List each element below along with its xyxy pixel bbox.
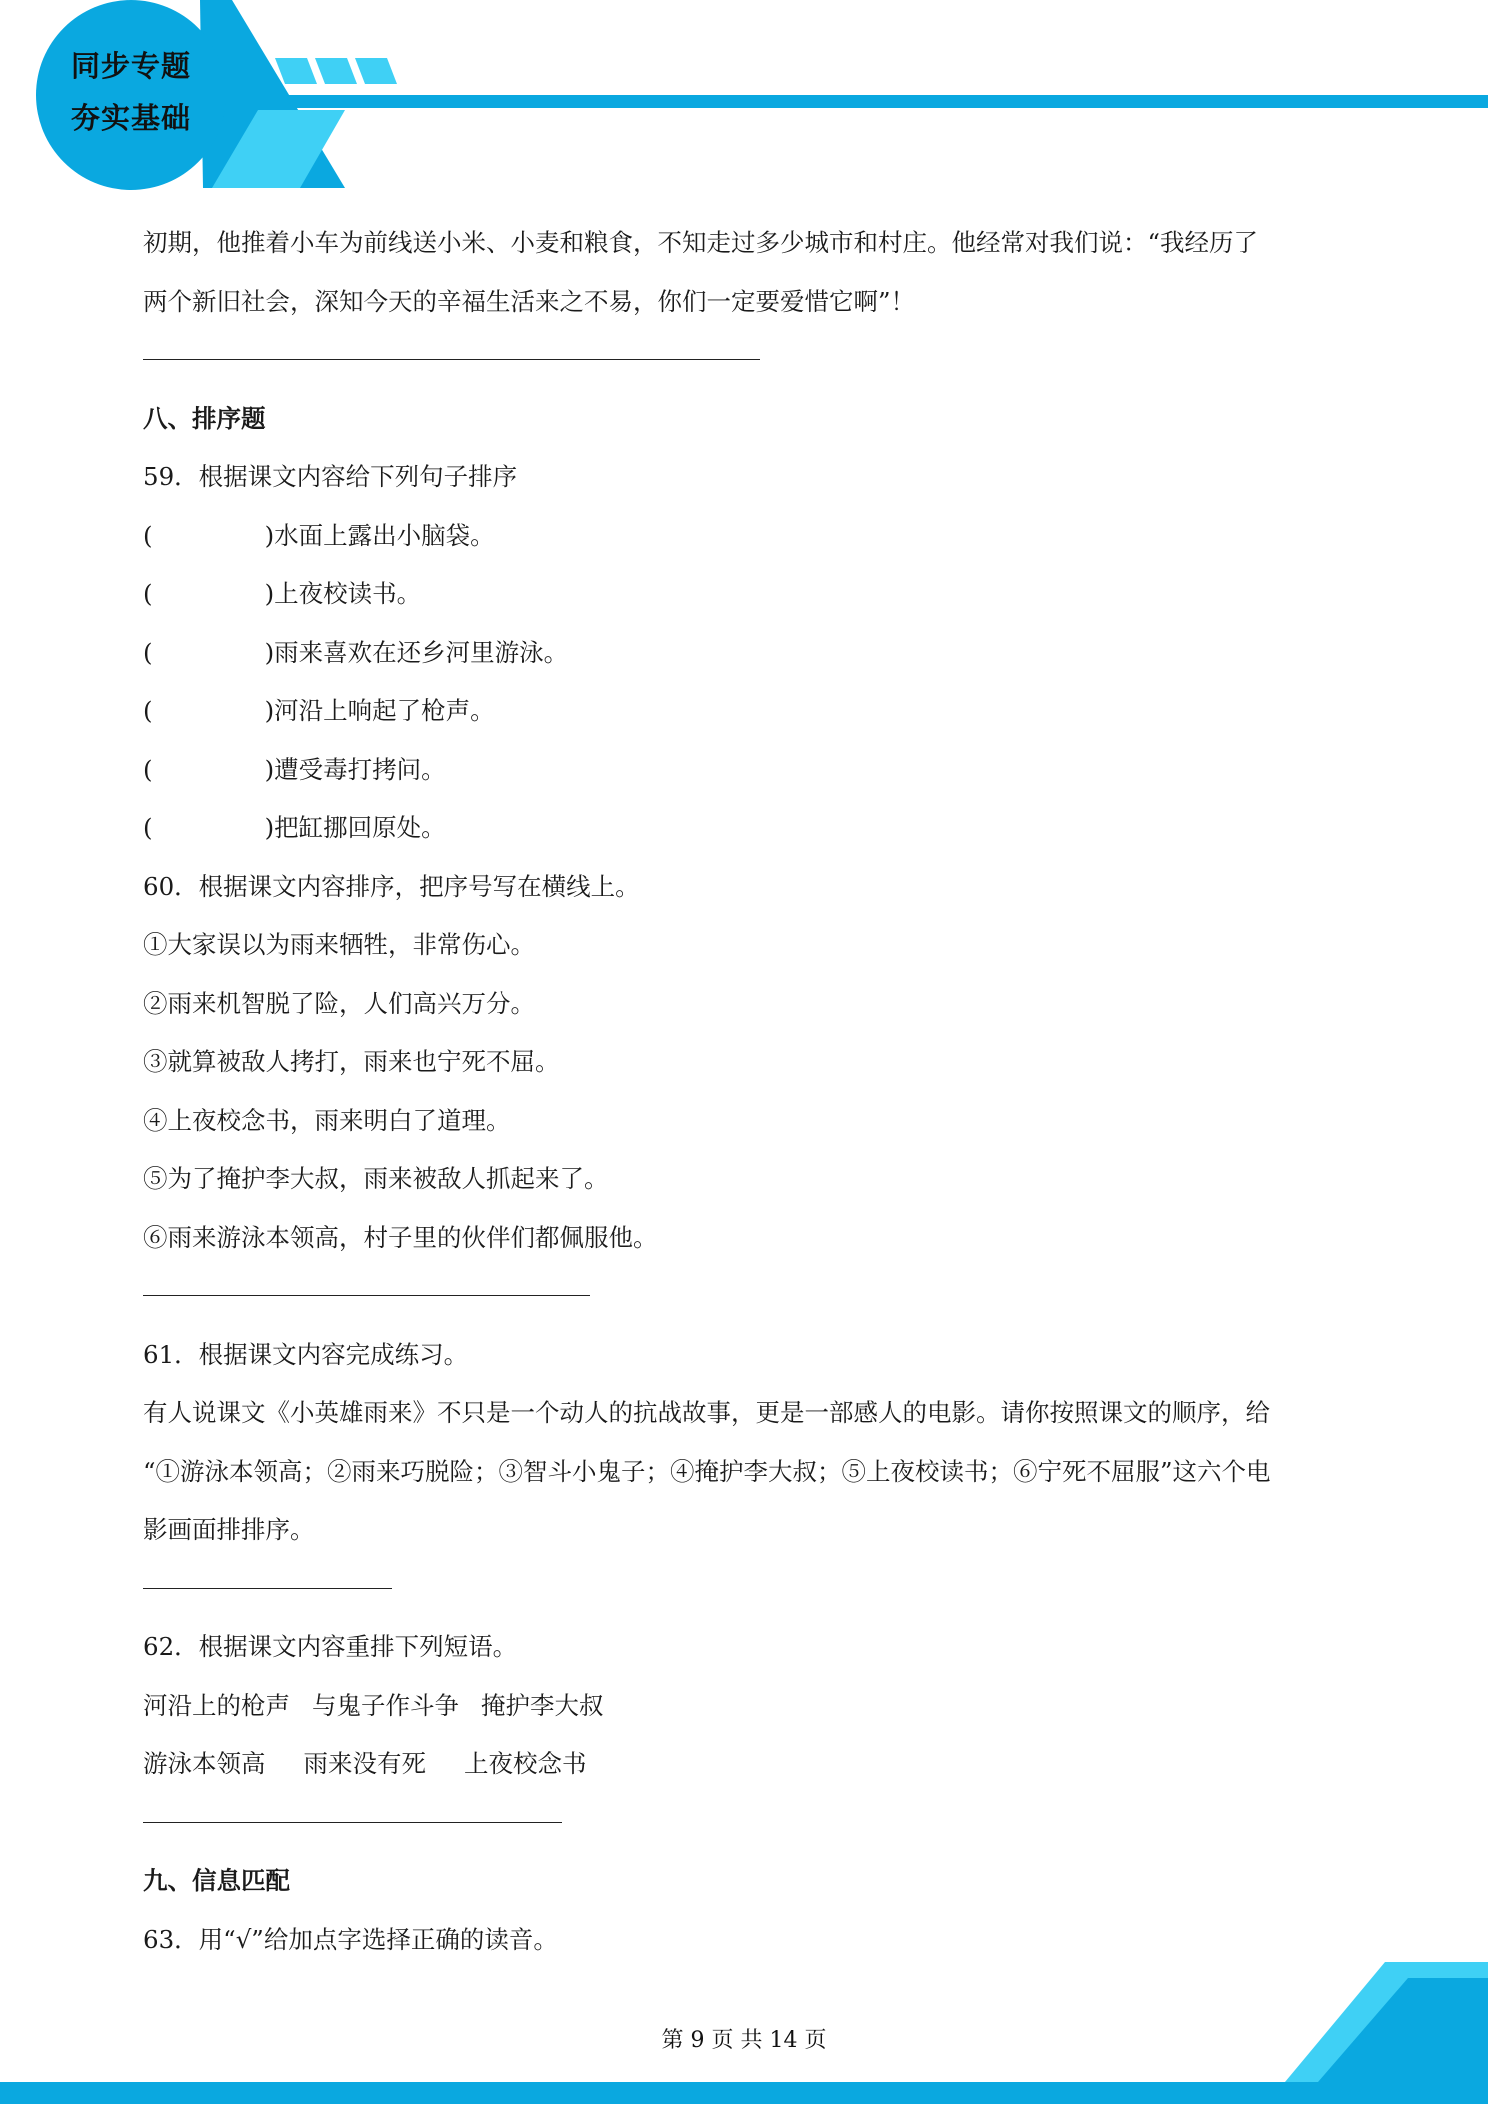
close-paren: ) [264, 579, 275, 608]
answer-line-62[interactable] [143, 1794, 1353, 1853]
q60-item: ⑥雨来游泳本领高，村子里的伙伴们都佩服他。 [143, 1222, 658, 1252]
q59-item-text: 上夜校读书。 [274, 579, 422, 608]
q62-phrase: 游泳本领高 [143, 1749, 266, 1778]
badge-line-1: 同步专题 [70, 49, 191, 83]
close-paren: ) [264, 637, 275, 667]
q59-item-text: 把缸挪回原处。 [274, 813, 446, 842]
q62-phrase-row-1 [143, 1677, 1353, 1736]
q59-item-text: 水面上露出小脑袋。 [274, 520, 495, 550]
q59-item [143, 682, 1353, 741]
q60-item: ⑤为了掩护李大叔，雨来被敌人抓起来了。 [143, 1164, 609, 1193]
q62-phrase-row-2 [143, 1735, 1353, 1794]
open-paren: ( [143, 637, 153, 667]
carry-over-line-1: 初期，他推着小车为前线送小米、小麦和粮食，不知走过多少城市和村庄。他经常对我们说：“我经历了 [143, 228, 1259, 257]
header-stripe-2 [315, 58, 357, 84]
footer-rule [0, 2082, 1488, 2104]
document-body [143, 214, 1353, 1969]
open-paren: ( [143, 696, 153, 725]
question-61-title: 61．根据课文内容完成练习。 [143, 1339, 469, 1369]
q59-item [143, 799, 1353, 858]
q61-text-line-1: 有人说课文《小英雄雨来》不只是一个动人的抗战故事，更是一部感人的电影。请你按照课文的顺序，给 [143, 1398, 1270, 1427]
answer-line-58 [143, 331, 1353, 390]
question-60-title: 60．根据课文内容排序，把序号写在横线上。 [143, 871, 640, 901]
q59-item-text: 雨来喜欢在还乡河里游泳。 [274, 637, 569, 667]
close-paren: ) [264, 696, 275, 725]
q62-phrase: 与鬼子作斗争 [312, 1690, 459, 1720]
open-paren: ( [143, 813, 153, 842]
header-badge-text [36, 40, 226, 144]
carry-over-line-2: 两个新旧社会，深知今天的辛福生活来之不易，你们一定要爱惜它啊”！ [143, 286, 916, 316]
question-63-title: 63．用“√”给加点字选择正确的读音。 [143, 1924, 558, 1954]
open-paren: ( [143, 520, 153, 550]
open-paren: ( [143, 579, 153, 608]
question-62-title: 62．根据课文内容重排下列短语。 [143, 1632, 518, 1661]
q60-item: ③就算被敌人拷打，雨来也宁死不屈。 [143, 1047, 560, 1076]
answer-line-60[interactable] [143, 1267, 1353, 1326]
q62-phrase: 掩护李大叔 [481, 1690, 604, 1720]
close-paren: ) [264, 813, 275, 842]
header-rule [285, 95, 1488, 108]
open-paren: ( [143, 754, 153, 784]
q60-item: ④上夜校念书，雨来明白了道理。 [143, 1105, 511, 1135]
q62-phrase: 上夜校念书 [464, 1749, 587, 1778]
close-paren: ) [264, 754, 275, 784]
q61-text-line-3: 影画面排排序。 [143, 1515, 315, 1544]
q60-item: ②雨来机智脱了险，人们高兴万分。 [143, 988, 535, 1018]
q59-item-text: 河沿上响起了枪声。 [274, 696, 495, 725]
q61-text-line-2: “①游泳本领高；②雨来巧脱险；③智斗小鬼子；④掩护李大叔；⑤上夜校读书；⑥宁死不屈服”这六个电 [143, 1456, 1271, 1486]
q59-item [143, 507, 1353, 566]
q62-phrase: 雨来没有死 [303, 1749, 426, 1778]
header-stripe-3 [355, 58, 397, 84]
q59-item [143, 565, 1353, 624]
close-paren: ) [264, 520, 275, 550]
q59-item [143, 624, 1353, 683]
section-heading-8: 八、排序题 [143, 403, 266, 433]
q59-item-text: 遭受毒打拷问。 [274, 754, 446, 784]
section-heading-9: 九、信息匹配 [143, 1866, 290, 1895]
page-number: 第 9 页 共 14 页 [661, 2028, 827, 2053]
badge-line-2: 夯实基础 [70, 101, 191, 135]
question-59-title: 59．根据课文内容给下列句子排序 [143, 462, 518, 491]
header-stripe-1 [275, 58, 317, 84]
q62-phrase: 河沿上的枪声 [143, 1690, 290, 1720]
answer-line-61[interactable] [143, 1560, 1353, 1619]
q59-item [143, 741, 1353, 800]
q60-item: ①大家误以为雨来牺牲，非常伤心。 [143, 930, 535, 959]
